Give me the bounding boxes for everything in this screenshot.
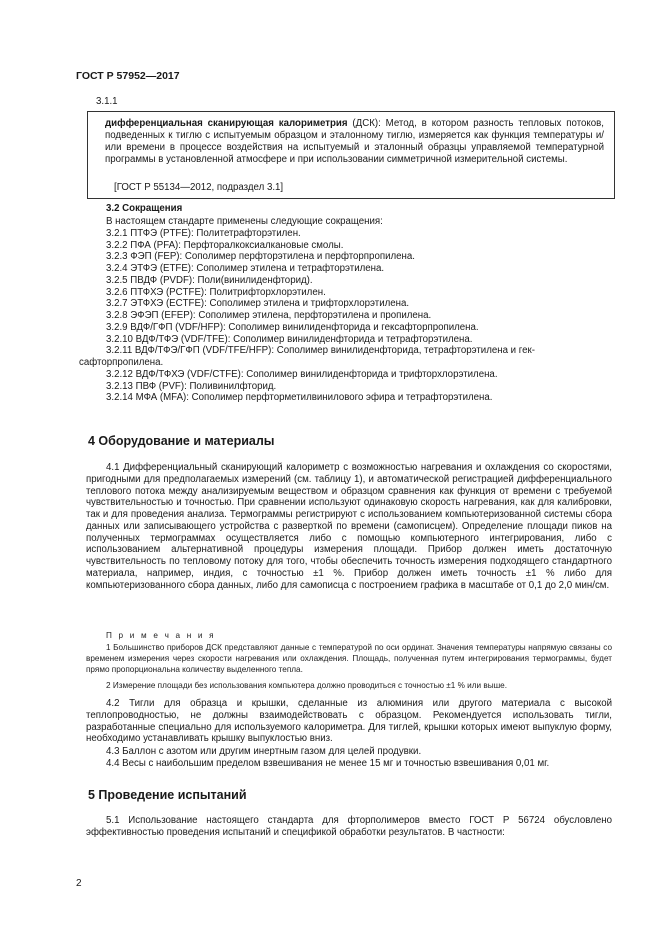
- abbreviation-item: 3.2.1 ПТФЭ (PTFE): Политетрафторэтилен.: [106, 227, 301, 239]
- section-4-heading: 4 Оборудование и материалы: [88, 434, 275, 448]
- paragraph-4-1: 4.1 Дифференциальный сканирующий калориметр с возможностью нагревания и охлаждения со скоростями, пригодными для предполагаемых измерений (см. таблицу 1), и автоматической регистрацией дифференциального теплового потока между анализируемым веществом и образцом сравнения как функция от времени с требуемой чувствительностью и точностью. При сравнении используют одинаковую скорость нагревания, как для калибровки, так и для проведения анализа. Термограммы регистрируют с использованием компьютеризованной системы сбора данных или записывающего устройства с разверткой по времени (самописцем). Определение площади пиков на полученных термограммах осуществляется либо с помощью компьютерного интегрирования, либо с использованием альтернативной процедуры измерения площади. Прибор должен иметь достаточную чувствительность по тепловому потоку для того, чтобы обеспечить точность измерения подходящего стандартного материала, например, индия, с точностью ±1 %. Прибор должен иметь точность ±1 % либо для компьютеризованного сбора данных, либо для самописца с построением графика в масштабе от 0,1 до 2,0 мин/см.: [86, 462, 612, 591]
- abbreviation-item: 3.2.6 ПТФХЭ (PCTFE): Политрифторхлорэтилен.: [106, 286, 326, 298]
- abbreviations-list: [79, 216, 612, 404]
- paragraph-4-3: 4.3 Баллон с азотом или другим инертным газом для целей продувки.: [106, 746, 422, 757]
- abbreviation-item: 3.2.2 ПФА (PFA): Перфторалкоксиалкановые смолы.: [106, 239, 344, 251]
- page-number: 2: [76, 878, 82, 889]
- abbreviation-item-continuation: сафторпропилена.: [79, 357, 164, 368]
- definition-term: дифференциальная сканирующая калориметрия: [105, 118, 348, 129]
- note-2: 2 Измерение площади без использования компьютера должно проводиться с точностью ±1 % или выше.: [106, 681, 507, 690]
- abbreviation-item: 3.2.14 МФА (MFA): Сополимер перфторметилвинилового эфира и тетрафторэтилена.: [106, 392, 493, 404]
- abbreviation-item: 3.2.12 ВДФ/ТФХЭ (VDF/CTFE): Сополимер винилиденфторида и трифторхлорэтилена.: [106, 368, 498, 380]
- abbreviation-item: 3.2.7 ЭТФХЭ (ECTFE): Сополимер этилена и трифторхлорэтилена.: [106, 298, 410, 310]
- abbreviation-item: 3.2.8 ЭФЭП (EFEP): Сополимер этилена, перфторэтилена и пропилена.: [106, 310, 432, 321]
- definition-reference: [ГОСТ Р 55134—2012, подраздел 3.1]: [114, 182, 284, 193]
- section-5-heading: 5 Проведение испытаний: [88, 788, 247, 802]
- abbreviation-item: 3.2.11 ВДФ/ТФЭ/ГФП (VDF/TFE/HFP): Сополимер винилиденфторида, тетрафторэтилена и гек-: [106, 345, 535, 357]
- abbreviation-item: 3.2.5 ПВДФ (PVDF): Поли(винилиденфторид).: [106, 274, 313, 286]
- definition-text: [105, 118, 604, 166]
- section-number-3-1-1: 3.1.1: [96, 96, 118, 107]
- abbreviation-item: 3.2.10 ВДФ/ТФЭ (VDF/TFE): Сополимер винилиденфторида и тетрафторэтилена.: [106, 333, 473, 345]
- paragraph-4-4: 4.4 Весы с наибольшим пределом взвешивания не менее 15 мг и точностью взвешивания 0,01 мг.: [106, 758, 550, 769]
- paragraph-5-1: 5.1 Использование настоящего стандарта для фторполимеров вместо ГОСТ Р 56724 обусловлено эффективностью проведения испытаний и спецификой обработки результатов. В частности:: [86, 815, 612, 838]
- note-1: 1 Большинство приборов ДСК представляют данные с температурой по оси ординат. Значения температуры напрямую связаны со временем измерения через скорости нагревания или охлаждения. Площадь, полученная путем интегрирования термограммы, будет прямо пропорциональна количеству выделенного тепла.: [86, 643, 612, 674]
- notes-title: П р и м е ч а н и я: [106, 631, 216, 640]
- definition-body: (ДСК): Метод, в котором разность тепловых потоков, подведенных к тиглю с испытуемым образцом и эталонному тиглю, измеряется как функция температуры и/или времени в процессе воздействия на испытуемый и эталонный образцы управляемой температурной программы в установленной атмосфере и при использовании симметричной измерительной системы.: [105, 118, 604, 165]
- abbreviation-item: 3.2.13 ПВФ (PVF): Поливинилфторид.: [106, 380, 277, 392]
- abbreviation-item: 3.2.3 ФЭП (FEP): Сополимер перфторэтилена и перфторпропилена.: [106, 251, 415, 263]
- document-header: ГОСТ Р 57952—2017: [76, 70, 180, 82]
- abbreviation-item: 3.2.9 ВДФ/ГФП (VDF/HFP): Сополимер винилиденфторида и гексафторпропилена.: [106, 321, 479, 333]
- definition-box: [87, 111, 615, 199]
- abbreviation-item: 3.2.4 ЭТФЭ (ETFE): Сополимер этилена и тетрафторэтилена.: [106, 263, 385, 274]
- abbreviations-intro: В настоящем стандарте применены следующие сокращения:: [106, 216, 383, 227]
- section-3-2-heading: 3.2 Сокращения: [106, 203, 183, 214]
- paragraph-4-2: 4.2 Тигли для образца и крышки, сделанные из алюминия или другого материала с высокой теплопроводностью, не должны взаимодействовать с образцом. Рекомендуется использовать тигли, разработанные специально для используемого калориметра. Для тиглей, крышки которых имеют выпуклую форму, необходимо устанавливать крышку выпуклостью вниз.: [86, 698, 612, 745]
